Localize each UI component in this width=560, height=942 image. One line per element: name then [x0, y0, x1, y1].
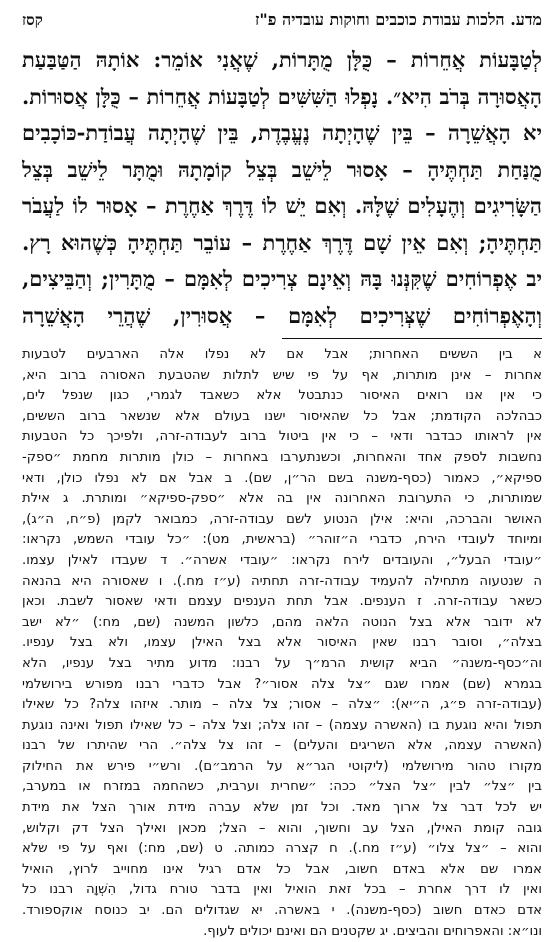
note-line: שמותרות, כי התערובת האחרונה אין בה אלא ״ספק-ספיקא״ ומותרת. ג אילת [22, 491, 542, 507]
main-text-line: וְהָאֶפְרוֹחִים שֶׁצְּרִיכִים לְאִמָּם – אֲסוּרִין, שֶׁהֲרֵי הָאֲשֵׁרָה [22, 302, 542, 328]
page-number: קסז [22, 11, 43, 29]
note-line: אדם כאדם חשוב (כסף-משנה). י באשרה. יא שגדולים הם. יב כנוסח אוקספורד. [22, 903, 542, 919]
note-line: גובה קומת האילן, הצל עב וחשוך, והוא – הצל; מכאן ואילך הצל דק וקלוש, [22, 820, 542, 836]
main-text-line: יא הָאֲשֵׁרָה – בֵּין שֶׁהָיְתָה נֶעֱבֶדֶת, בֵּין שֶׁהָיְתָה עֲבוֹדַת-כּוֹכָבִים [22, 120, 542, 145]
main-text-line: יב אֶפְרוֹחִים שֶׁקִּנְּנוּ בָּהּ וְאֵינָם צְרִיכִים לְאִמָּם – מֻתָּרִין; וְהַבֵּיצִים, [22, 266, 542, 291]
main-text-line: תַּחְתֶּיהָ; וְאִם אֵין שָׁם דֶּרֶךְ אַחֶרֶת – עוֹבֵר תַּחְתֶּיהָ כְּשֶׁהוּא רָץ. [22, 229, 542, 255]
running-header [22, 10, 542, 34]
footnote-divider [282, 338, 542, 339]
note-line: בצלה״, וסובר רבנו שאין האיסור אלא בצל האילן עצמו, ולא בצל ענפיו. [22, 635, 542, 651]
note-line: מקורו טהור מירושלמי (ליקוטי הגר״א על הרמב״ם). ורש״י פירש את החילוק [22, 758, 542, 774]
note-line: ה שנטעוה מתחילה להעמיד עבודה-זרה תחתיה (ע״ז מח.). ו שאסורה היא בהנאה [22, 573, 542, 589]
main-text-line: מֻנַּחַת תַּחְתֶּיהָ – אָסוּר לֵישֵׁב בְּצֵל קוֹמָתָהּ וּמֻתָּר לֵישֵׁב בְּצֵל [22, 156, 542, 182]
note-line: אין לראותו כבדבר ודאי – כי אין ביטול ברוב לעבודה-זרה, ולפיכך כל הטבעות [22, 429, 542, 445]
note-line: (עבודה-זרה פ״ג, ה״יא): ״צלה – אסור; צל צלה – מותר. איזהו צלה? כל שאילו [22, 697, 542, 713]
commentary-notes [22, 345, 542, 942]
note-line: (האשרה עצמה, אלא השריגים והעלים) – זהו צל צלה״. הרי שהיתרו של רבנו [22, 738, 542, 754]
note-line: ספיקא״, כאמור (כסף-משנה בשם הר״ן, שם). ב אבל אם לא נפלו כולן, ודאי [22, 470, 542, 486]
note-line: ונו״א: והאפרוחים והביצים. יג שקטנים הם ואינם יכולים לעוף. [203, 923, 542, 939]
note-line: נחשבות לספק אחד והאחרות, וכשנתערבו באחרות – כולן מותרות מחמת ״ספק- [22, 449, 542, 465]
note-line: בין ״צל״ לבין ״צל הצל״ ככה: ״שחרית וערבית, כשהחמה במזרח או במערב, [22, 779, 542, 795]
note-line: כבהלכה הקודמת; אבל כל שהאיסור ישנו בעולם אלא שנשאר ברוב הששים, [22, 408, 542, 424]
note-line: תפול והיא נוגעת בו (האשרה עצמה) – זהו צלה; וצל צלה – כל שאילו תפול ואינה נוגעת [22, 717, 542, 733]
note-line: לא ידובר אלא בצל הנוטה הלאה מהם, כלשון המשנה (שם, מח:) ״לא ישב [22, 614, 542, 630]
running-title: מדע. הלכות עבודת כוכבים וחוקות עובדיה פ"ז [254, 10, 542, 29]
note-line: יש לכל דבר צל ארוך מאד. וכל זמן שלא עברה מידת אורך הצל את מידת [22, 800, 542, 816]
main-text-line: לְטַבָּעוֹת אֲחֵרוֹת – כֻּלָּן מֻתָּרוֹת, שֶׁאֲנִי אוֹמֵר: אוֹתָהּ הַטַּבַּעַת [22, 47, 542, 72]
main-text-line: הַשָּׂרִיגִים וְהֶעָלִים שֶׁלָּהּ. וְאִם יֵשׁ לוֹ דֶּרֶךְ אַחֶרֶת – אָסוּר לוֹ לַעֲבֹר [22, 193, 542, 218]
note-line: א בין הששים האחרות; אבל אם לא נפלו אלה הארבעים לטבעות [22, 347, 542, 362]
note-line: האושר והברכה, והיא: אילן הנטוע לשם עבודה-זרה, כמבואר לקמן (פ״ח, ה״ג), [22, 511, 542, 527]
note-line: ומיוחד לעובדי הירח, כדברי ה״זוהר״ (בראשית, מט): ״כל עובדי השמש, נקראו: [22, 532, 542, 548]
note-line: ואין לו דרך אחרת – בכל זאת הואיל ואין בדבר טורח גדול, הִשְׁוָה רבנו כל [22, 882, 542, 898]
note-line: וה״כסף-משנה״ הביא קושית הרמ״ך על רבנו: מדוע מתיר בצל ענפיו, הלא [22, 655, 542, 671]
note-line: והוא – ״צל צלו״ (ע״ז מח.). ח קצרה כמותה. ט (שם, מח:) ואף על פי שלא [22, 841, 542, 857]
note-line: בגמרא (שם) אמרו שגם ״צל צלה אסור״? אבל כדברי רבנו מפורש בירושלמי [22, 676, 542, 692]
note-line: כשאר עבודה-זרה. ז הענפים. אבל תחת הענפים עצמם ודאי שאסור לשבת. וכאן [22, 594, 542, 610]
main-text-block [22, 42, 542, 334]
main-text-line: הָאֲסוּרָה בְּרֹב הִיא״. נָפְלוּ הַשִּׁשִּׁים לְטַבָּעוֹת אֲחֵרוֹת – כֻּלָּן אֲסוּרוֹת. [22, 84, 542, 109]
note-line: אחרות – אינן מותרות, אף על פי שיש לתלות שהטבעת האסורה ברוב היא, [22, 367, 542, 383]
note-line: כי אין אנו רואים האיסור כנתבטל אלא כשאבד לגמרי, כגון שנפל לים, [22, 388, 542, 404]
note-line: אמרו שם אלא באדם חשוב, אבל כל אדם רגיל אינו מחוייב לרוץ, הואיל [22, 861, 542, 877]
note-line: ״עובדי הבעל״, והעובדים לירח נקראו: ״עובדי אשרה״. ד שעבדו לאילן עצמו. [22, 552, 542, 568]
